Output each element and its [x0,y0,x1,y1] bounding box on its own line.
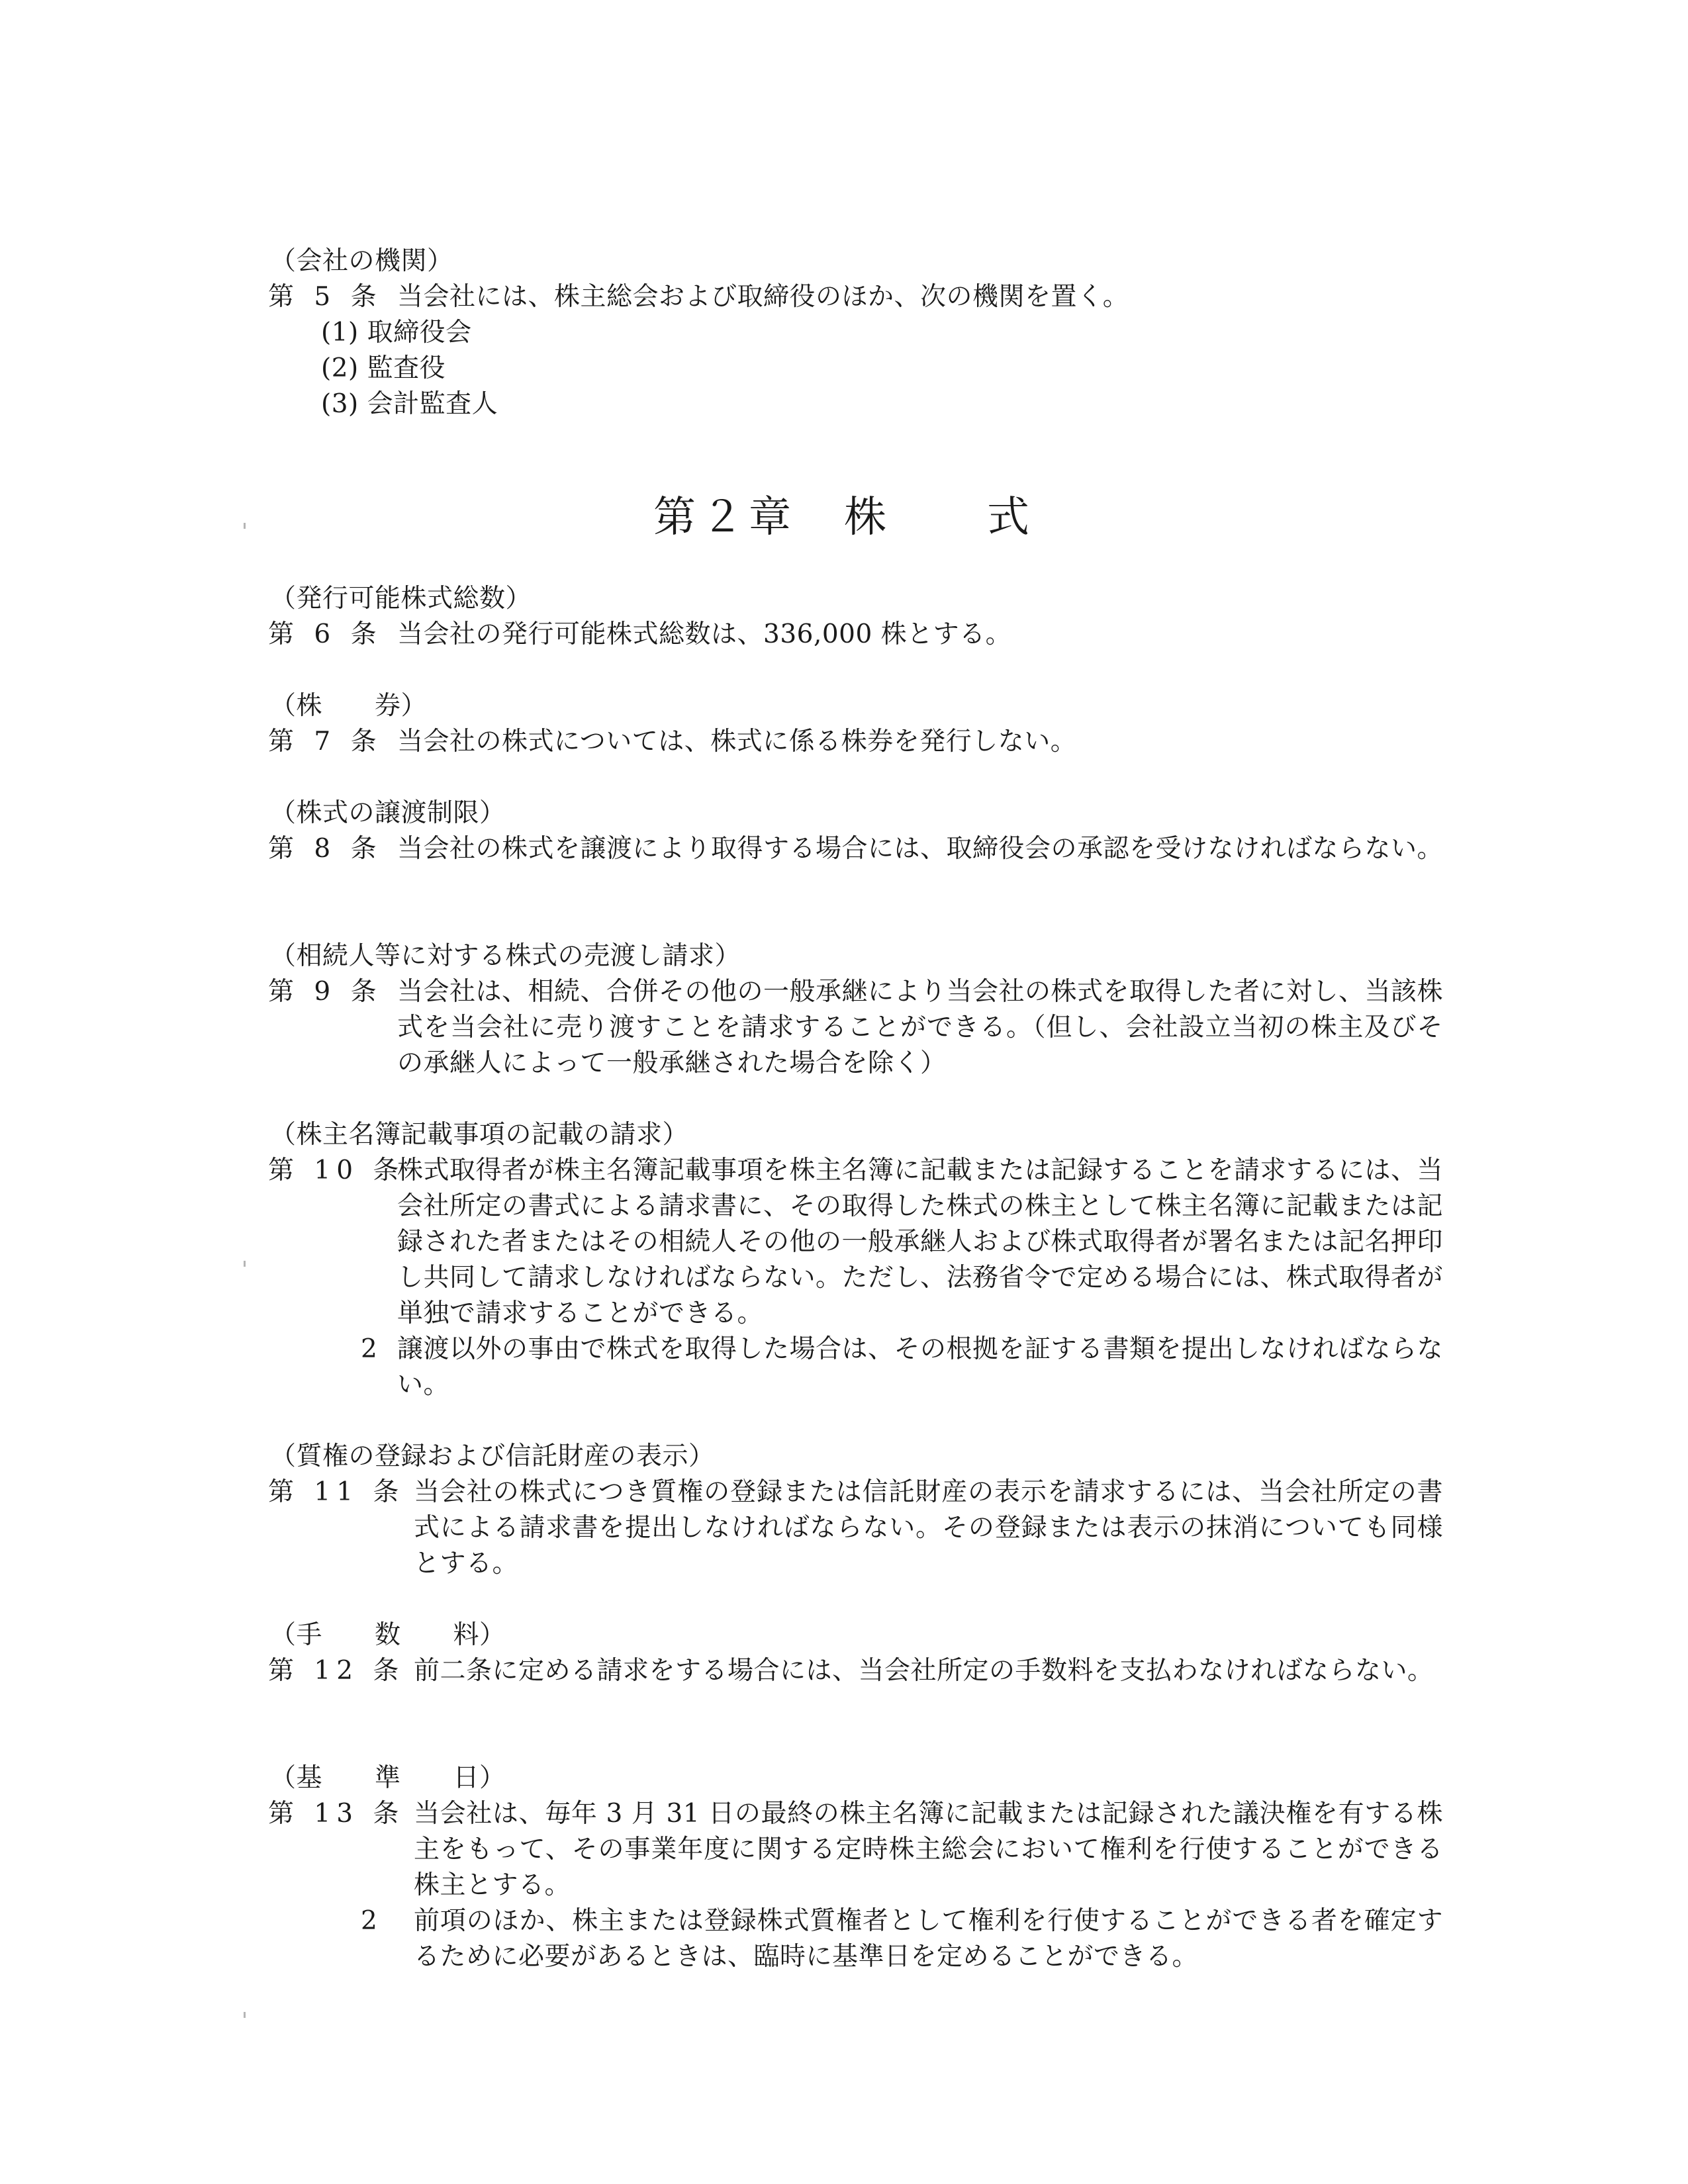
article-number: 第 12 条 [268,1656,405,1686]
paragraph-number: 2 [361,1906,378,1936]
article-heading: （株 券） [270,691,428,721]
article-heading: （相続人等に対する株式の売渡し請求） [270,941,741,971]
article-body: 前二条に定める請求をする場合には、当会社所定の手数料を支払わなければならない。 [414,1656,1434,1686]
scan-speck [244,1261,246,1267]
paragraph-body: 譲渡以外の事由で株式を取得した場合は、その根拠を証する書類を提出しなければならない。 [397,1334,1444,1400]
article-heading: （発行可能株式総数） [270,584,532,614]
article-number: 第 6 条 [268,619,383,649]
article-number: 第 9 条 [268,977,383,1007]
scan-speck [244,2012,246,2018]
article-body: 当会社には、株主総会および取締役のほか、次の機関を置く。 [397,282,1129,312]
article-number: 第 13 条 [268,1799,405,1829]
scan-speck [244,523,246,529]
article-number: 第 7 条 [268,727,383,756]
article-number: 第 11 条 [268,1477,405,1507]
chapter-title: 第２章 株 式 [653,493,1035,542]
paragraph-number: 2 [361,1334,378,1364]
article-heading: （質権の登録および信託財産の表示） [270,1441,715,1471]
list-item: (1) 取締役会 [321,318,472,347]
article-heading: （手 数 料） [270,1620,506,1650]
article-body: 当会社の株式につき質権の登録または信託財産の表示を請求するには、当会社所定の書式による請求書を提出しなければならない。その登録または表示の抹消についても同様とする。 [414,1477,1443,1578]
article-body: 当会社の株式については、株式に係る株券を発行しない。 [397,727,1077,756]
article-body: 当会社の株式を譲渡により取得する場合には、取締役会の承認を受けなければならない。 [397,834,1444,864]
list-item: (2) 監査役 [321,353,446,383]
article-body: 当会社は、毎年 3 月 31 日の最終の株主名簿に記載または記録された議決権を有する株主をもって、その事業年度に関する定時株主総会において権利を行使することができる株主とする。 [414,1799,1443,1900]
article-number: 第 10 条 [268,1156,405,1185]
list-item: (3) 会計監査人 [321,389,498,419]
article-number: 第 8 条 [268,834,383,864]
article-heading: （株式の譲渡制限） [270,798,506,828]
article-heading: （基 準 日） [270,1763,506,1793]
article-body: 株式取得者が株主名簿記載事項を株主名簿に記載または記録することを請求するには、当会社所定の書式による請求書に、その取得した株式の株主として株主名簿に記載または記録された者またはその相続人その他の一般承継人および株式取得者が署名または記名押印し共同して請求しなければならない。ただし、法務省令で定める場合には、株式取得者が単独で請求することができる。 [397,1156,1444,1328]
article-body: 当会社は、相続、合併その他の一般承継により当会社の株式を取得した者に対し、当該株式を当会社に売り渡すことを請求することができる。（但し、会社設立当初の株主及びその承継人によって一般承継された場合を除く） [397,977,1444,1078]
section-heading: （会社の機関） [270,246,453,276]
article-heading: （株主名簿記載事項の記載の請求） [270,1120,689,1150]
article-number: 第 5 条 [268,282,383,312]
paragraph-body: 前項のほか、株主または登録株式質権者として権利を行使することができる者を確定するために必要があるときは、臨時に基準日を定めることができる。 [414,1906,1443,1972]
article-body: 当会社の発行可能株式総数は、336,000 株とする。 [397,619,1012,649]
